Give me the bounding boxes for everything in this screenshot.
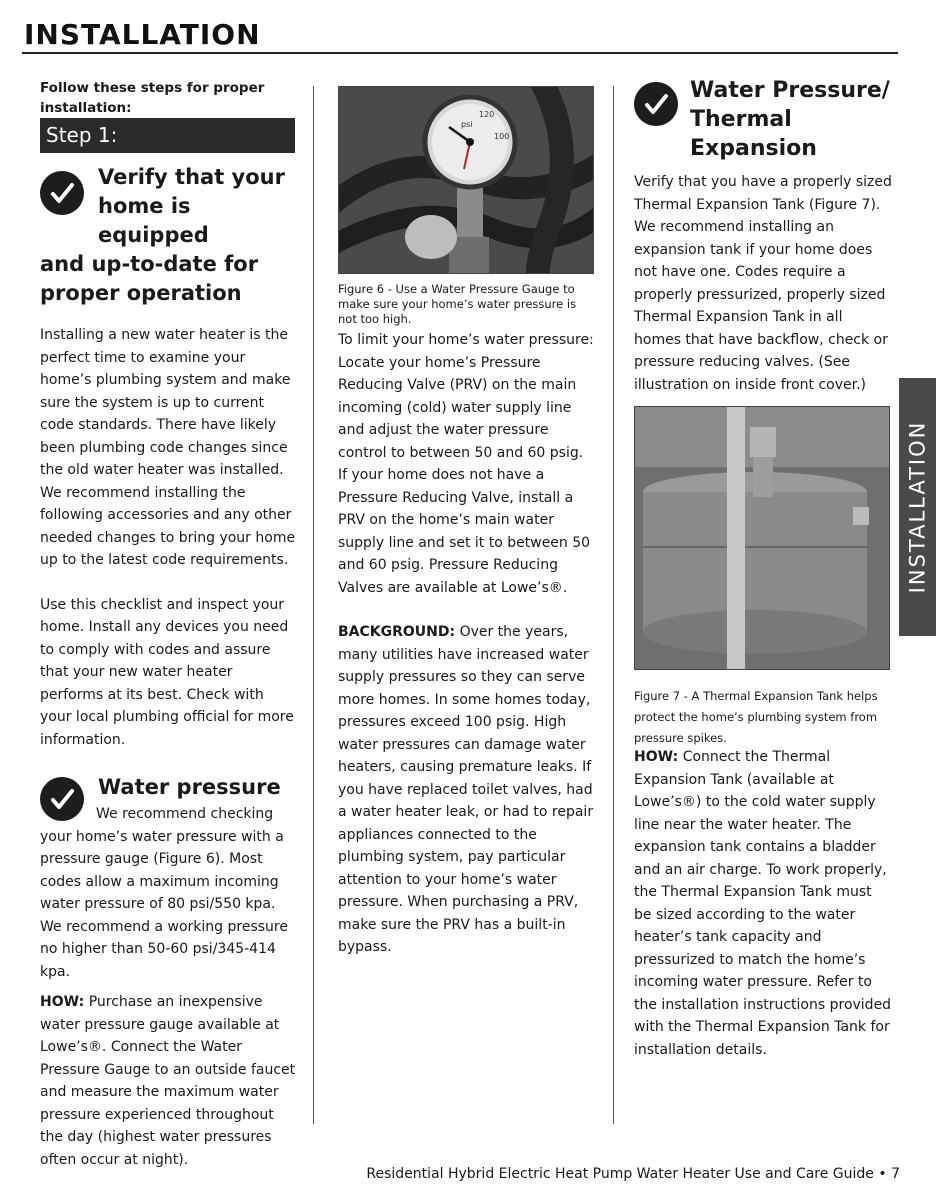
how-text: Purchase an inexpensive water pressure gauge available at Lowe’s®. Connect the Water Pressure Gauge to an outside faucet and measure the maximum water pressure experienced throughout the day (highest water pressures often occur at night).	[40, 994, 296, 1168]
install-paragraph: Installing a new water heater is the perfect time to examine your home’s plumbing system and make sure the system is up to current code standards. There have likely been plumbing code changes since the old water heater was installed. We recommend installing the following accessories and any other needed changes to bring your home up to the latest code requirements.	[40, 327, 296, 568]
thermal-heading-block	[634, 76, 892, 163]
gauge-tick-label: 100	[494, 132, 510, 141]
checkmark-icon	[40, 171, 84, 215]
verify-heading-first: Verify that your home is equipped	[98, 165, 285, 247]
gauge-unit-label: psi	[461, 120, 473, 129]
how-paragraph	[634, 746, 892, 1061]
page-footer: Residential Hybrid Electric Heat Pump Water Heater Use and Care Guide • 7	[366, 1166, 900, 1182]
figure-7-expansion-tank-photo	[634, 406, 890, 670]
how-text: Connect the Thermal Expansion Tank (available at Lowe’s®) to the cold water supply line near the water heater. The expansion tank contains a bladder and an air charge. To work properly, the Thermal Expansion Tank must be sized according to the water heater’s tank capacity and pressurized to match the home’s incoming water pressure. Refer to the installation instructions provided with the Thermal Expansion Tank for installation details.	[634, 749, 892, 1058]
page-title: INSTALLATION	[24, 18, 261, 51]
title-rule	[22, 52, 898, 54]
how-label: HOW:	[634, 749, 679, 765]
verify-heading-block	[40, 163, 298, 250]
column-divider-1	[313, 86, 314, 1124]
water-pressure-heading: Water pressure	[98, 775, 281, 799]
column-divider-2	[613, 86, 614, 1124]
background-text: Over the years, many utilities have increased water supply pressures so they can serve more homes. In some homes today, pressures exceed 100 psig. High water pressures can damage water heaters, causing premature leaks. If you have replaced toilet valves, had a water heater leak, or had to repair appliances connected to the plumbing system, pay particular attention to your home’s water pressure. When purchasing a PRV, make sure the PRV has a built-in bypass.	[338, 624, 594, 955]
column-3	[634, 76, 892, 1061]
gauge-tick-label: 120	[479, 110, 495, 119]
limit-pressure-paragraph: To limit your home’s water pressure: Locate your home’s Pressure Reducing Valve (PRV) on the main incoming (cold) water supply line and adjust the water pressure control to between 50 and 60 psig. If your home does not have a Pressure Reducing Valve, install a PRV on the home’s main water supply line and set it to between 50 and 60 psig. Pressure Reducing Valves are available at Lowe’s®.	[338, 332, 594, 596]
how-label: HOW:	[40, 994, 85, 1010]
figure-6-caption: Figure 6 - Use a Water Pressure Gauge to make sure your home’s water pressure is not too high.	[338, 282, 577, 326]
checkmark-icon	[40, 777, 84, 821]
column-1	[40, 78, 298, 1171]
background-paragraph	[338, 621, 594, 959]
verify-heading-rest: and up-to-date for proper operation	[40, 252, 259, 305]
thermal-paragraph: Verify that you have a properly sized Thermal Expansion Tank (Figure 7). We recommend installing an expansion tank if your home does not have one. Codes require a properly pressurized, properly sized Thermal Expansion Tank in all homes that have backflow, check or pressure reducing valves. (See illustration on inside front cover.)	[634, 174, 892, 393]
background-label: BACKGROUND:	[338, 624, 456, 640]
checkmark-icon	[634, 82, 678, 126]
checklist-paragraph: Use this checklist and inspect your home. Install any devices you need to comply with codes and assure that your new water heater performs at its best. Check with your local plumbing official for more information.	[40, 596, 294, 748]
intro-text: Follow these steps for proper installation:	[40, 80, 265, 116]
thermal-expansion-heading: Water Pressure/ Thermal Expansion	[690, 78, 890, 161]
expansion-tank-illustration	[635, 407, 889, 669]
column-2	[338, 86, 594, 959]
side-tab-label: INSTALLATION	[905, 420, 930, 594]
pressure-gauge-illustration	[339, 87, 593, 273]
how-paragraph	[40, 991, 298, 1171]
step-1-bar: Step 1:	[40, 118, 295, 153]
figure-6-pressure-gauge-photo	[338, 86, 594, 274]
water-pressure-paragraph: We recommend checking your home’s water pressure with a pressure gauge (Figure 6). Most codes allow a maximum incoming water pressure of 80 psi/550 kpa. We recommend a working pressure no higher than 50-60 psi/345-414 kpa.	[40, 806, 288, 980]
side-tab	[899, 378, 936, 636]
figure-7-caption: Figure 7 - A Thermal Expansion Tank helps protect the home’s plumbing system from pressure spikes.	[634, 689, 878, 745]
